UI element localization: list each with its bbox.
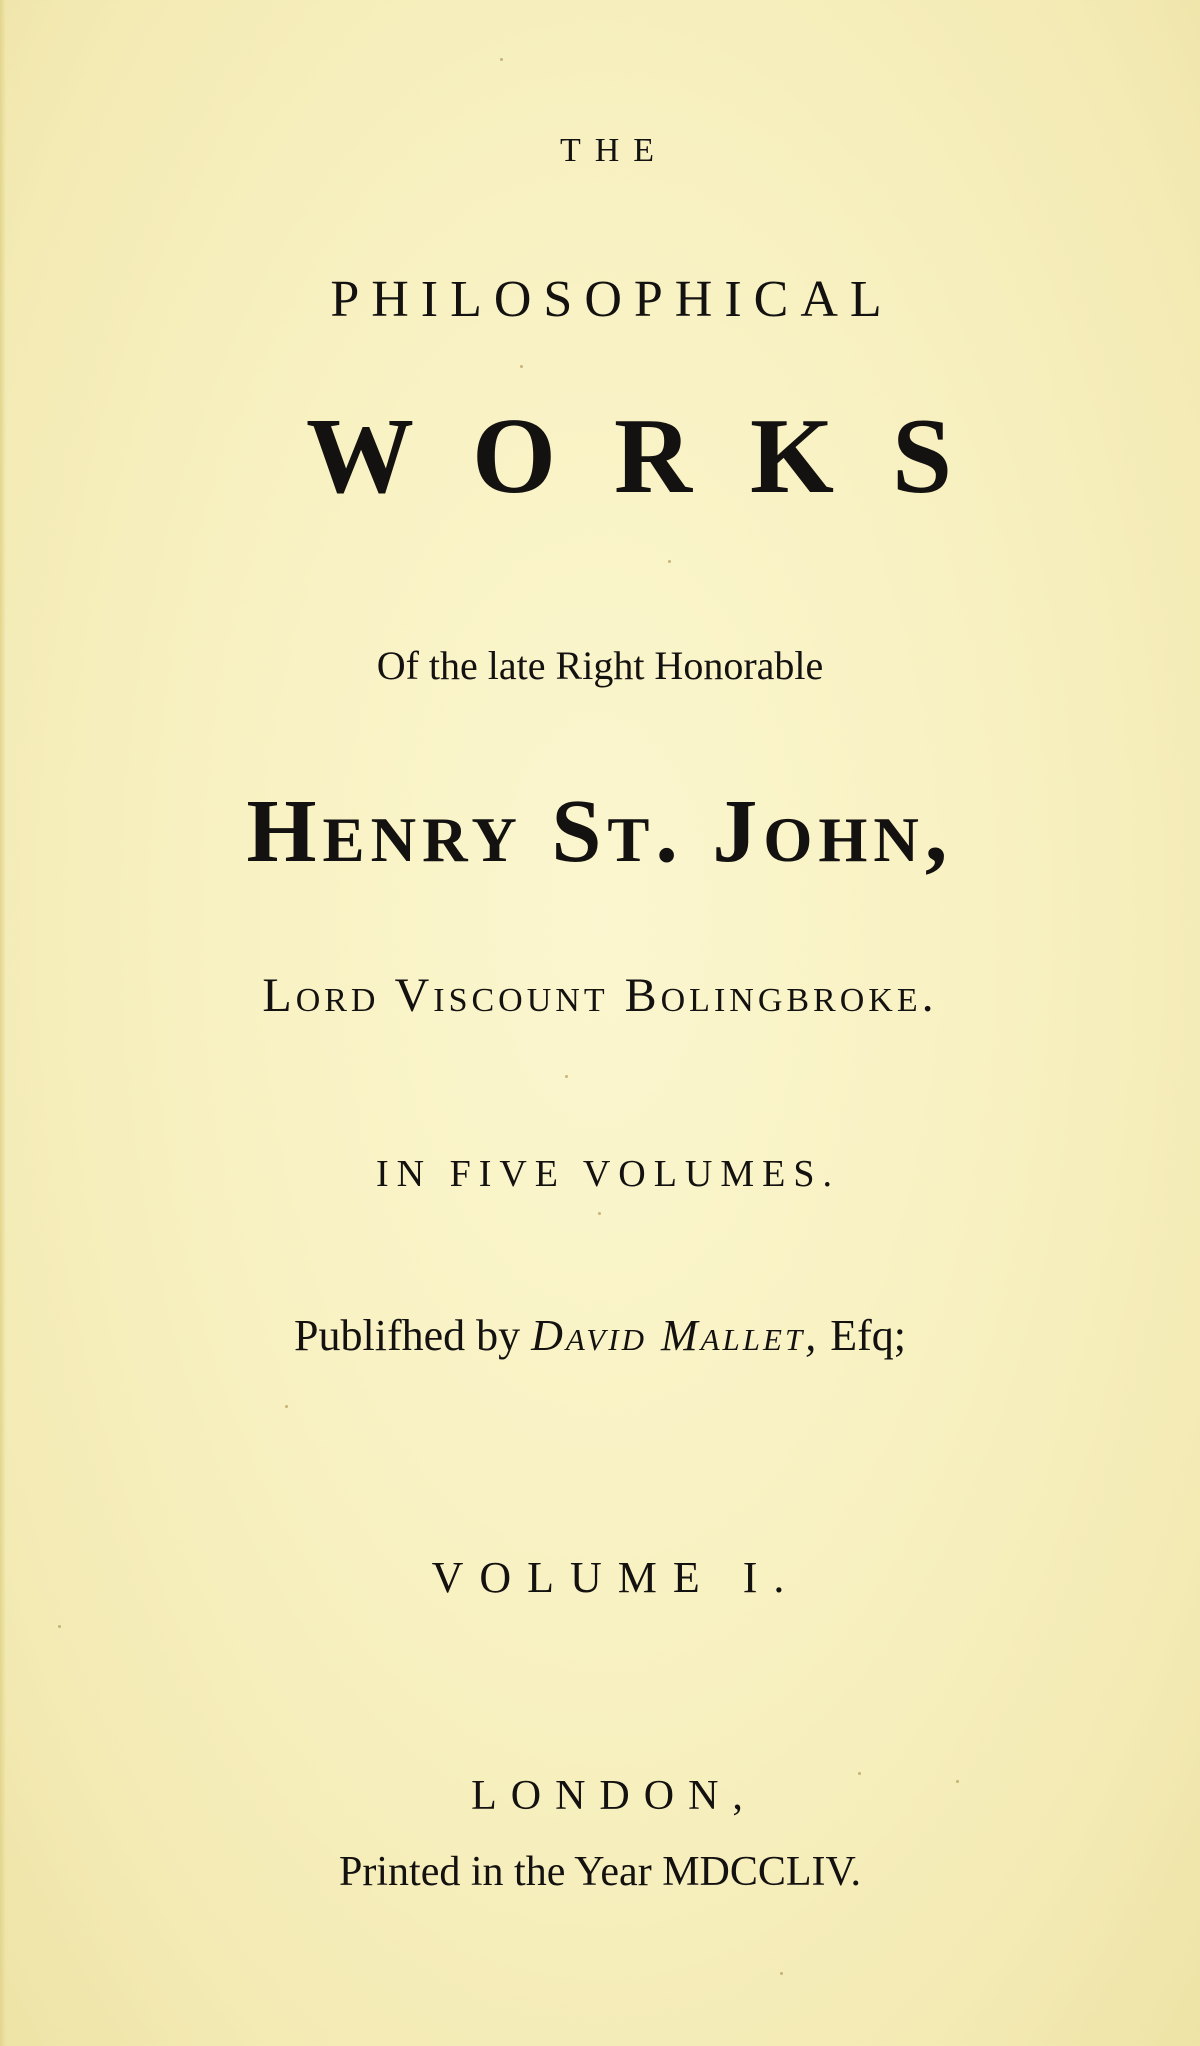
volumes-note: IN FIVE VOLUMES. [375,1153,841,1195]
imprint-year: Printed in the Year MDCCLIV. [339,1849,861,1895]
paper-speck [668,560,671,563]
title-line-philosophical: PHILOSOPHICAL [330,271,894,328]
paper-speck [956,1780,959,1783]
publisher-prefix: Publifhed by [294,1311,521,1360]
publisher-name: David Mallet, [531,1311,820,1360]
imprint-city: LONDON, [471,1773,757,1819]
paper-speck [520,365,523,368]
paper-speck [58,1625,61,1628]
author-preface: Of the late Right Honorable [376,643,824,688]
author-title: Lord Viscount Bolingbroke. [262,969,938,1022]
paper-speck [500,58,503,61]
paper-speck [598,1212,601,1215]
volume-number: VOLUME I. [431,1553,801,1602]
paper-speck [780,1972,783,1975]
author-name: Henry St. John, [246,782,954,881]
title-article: THE [559,132,669,169]
title-line-works: WORKS [305,397,1011,516]
paper-speck [285,1405,288,1408]
paper-speck [565,1075,568,1078]
publisher-suffix: Efq; [830,1311,906,1360]
publisher-line [0,1310,1200,1361]
paper-speck [858,1772,861,1775]
